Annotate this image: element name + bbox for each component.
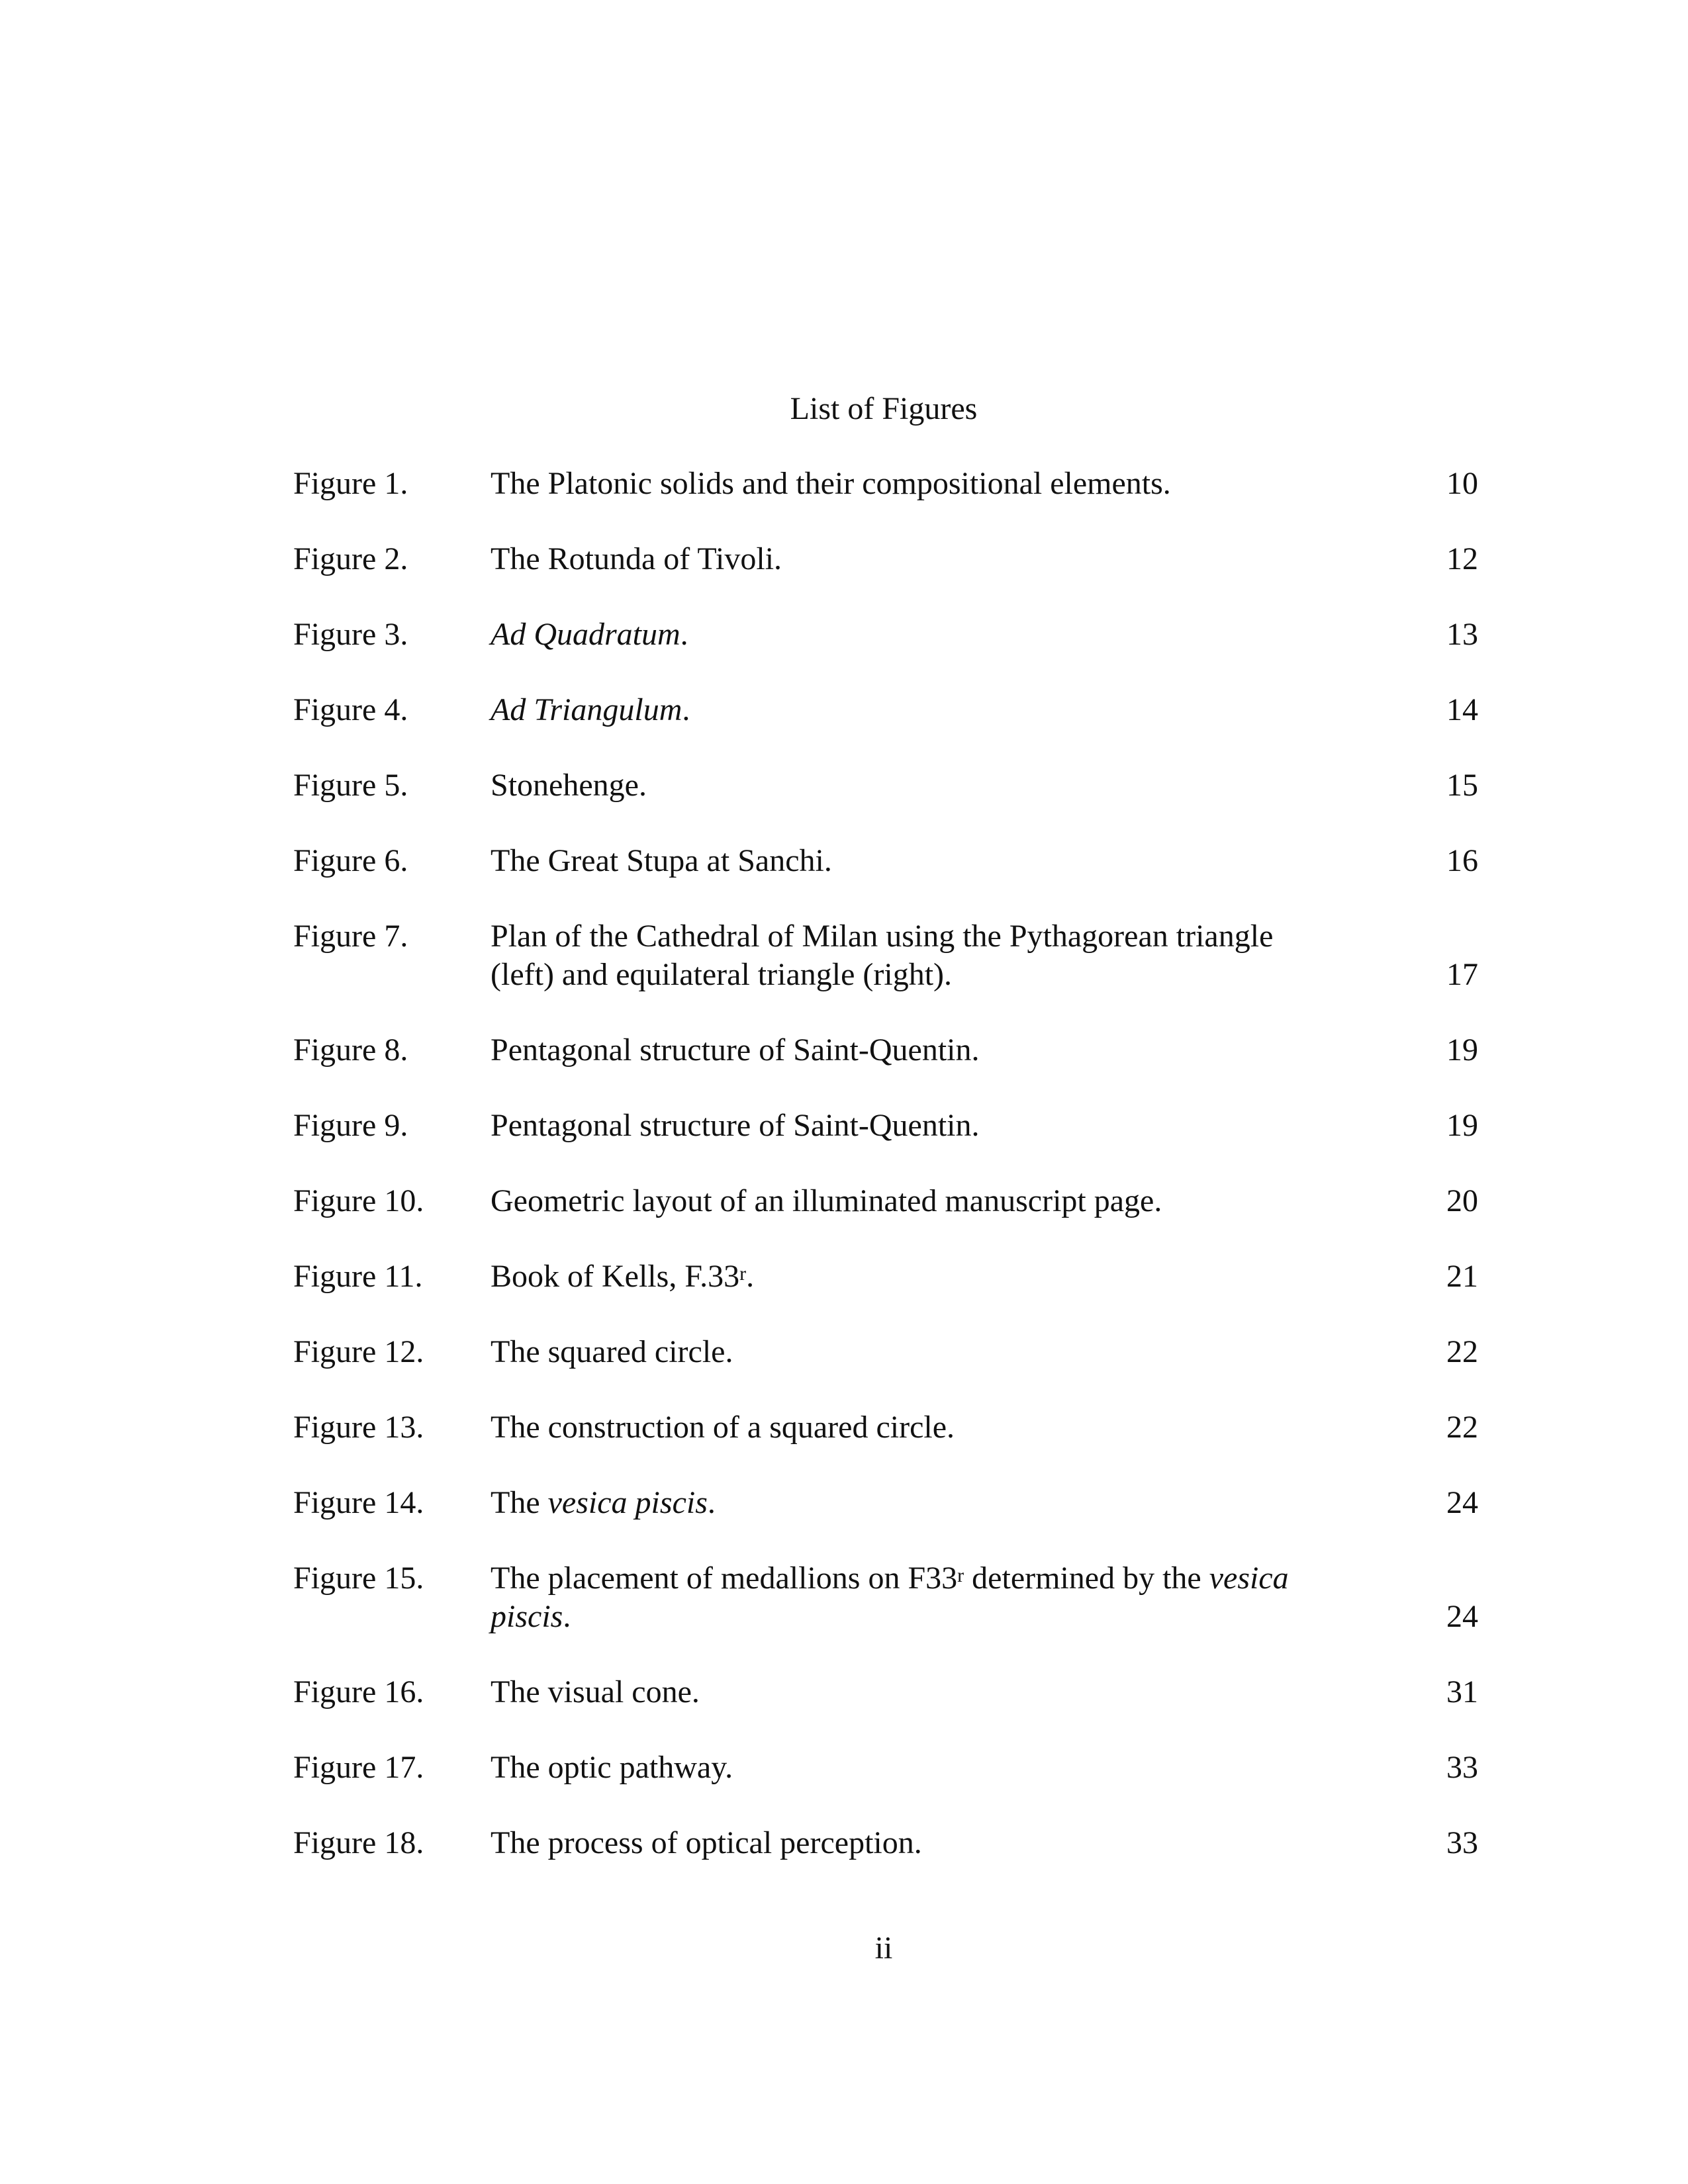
figure-title (491, 465, 1318, 503)
figure-title (491, 766, 1318, 805)
figure-label: Figure 16. (293, 1674, 424, 1709)
figure-entry (293, 1673, 1478, 1711)
figure-entry (293, 1408, 1478, 1447)
figure-label: Figure 17. (293, 1750, 424, 1785)
figure-title (491, 1107, 1318, 1145)
figure-title-text: The construction of a squared circle. (491, 1410, 955, 1445)
figure-title-text: Plan of the Cathedral of Milan using the Pythagorean triangle (left) and equilateral triangle (right). (491, 919, 1274, 992)
figure-label: Figure 14. (293, 1485, 424, 1520)
figure-page-number: 22 (1446, 1334, 1478, 1369)
figure-page-number: 14 (1446, 692, 1478, 727)
figure-entry (293, 766, 1478, 805)
figure-entry (293, 1107, 1478, 1145)
figure-title-text: Geometric layout of an illuminated manuscript page. (491, 1183, 1162, 1218)
figure-page-number: 10 (1446, 466, 1478, 501)
figure-title (491, 842, 1318, 880)
figure-label: Figure 10. (293, 1183, 424, 1218)
figure-entry (293, 1749, 1478, 1787)
figure-page-number: 13 (1446, 617, 1478, 652)
figure-title-superscript: r (739, 1263, 747, 1285)
figure-title-superscript: r (957, 1565, 964, 1586)
page-number: ii (874, 1931, 893, 1966)
figure-label: Figure 13. (293, 1410, 424, 1445)
figure-label: Figure 7. (293, 919, 408, 954)
figure-label: Figure 3. (293, 617, 408, 652)
figure-entry (293, 917, 1478, 994)
figure-title-text: The Platonic solids and their compositional elements. (491, 466, 1171, 501)
figure-title-text: The visual cone. (491, 1674, 700, 1709)
figure-title-text: The Great Stupa at Sanchi. (491, 843, 832, 878)
figure-title (491, 540, 1318, 578)
figure-page-number: 33 (1446, 1825, 1478, 1860)
figure-title (491, 1484, 1318, 1522)
figure-list (293, 465, 1478, 1899)
figure-page-number: 31 (1446, 1674, 1478, 1709)
figure-page-number: 15 (1446, 768, 1478, 803)
figure-title-text: Pentagonal structure of Saint-Quentin. (491, 1108, 980, 1143)
page-title: List of Figures (790, 391, 978, 426)
figure-title (491, 1182, 1318, 1220)
figure-title (491, 1257, 1318, 1296)
figure-label: Figure 6. (293, 843, 408, 878)
figure-entry (293, 465, 1478, 503)
figure-entry (293, 1559, 1478, 1636)
figure-title (491, 1673, 1318, 1711)
figure-page-number: 21 (1446, 1259, 1478, 1294)
figure-label: Figure 18. (293, 1825, 424, 1860)
figure-page-number: 24 (1446, 1485, 1478, 1520)
figure-title-text: . (680, 617, 688, 652)
figure-title-text: Pentagonal structure of Saint-Quentin. (491, 1032, 980, 1068)
figure-title (491, 615, 1318, 654)
figure-page-number: 33 (1446, 1750, 1478, 1785)
figure-title-text: The Rotunda of Tivoli. (491, 541, 782, 576)
figure-title-text: The optic pathway. (491, 1750, 733, 1785)
figure-entry (293, 1031, 1478, 1069)
figure-label: Figure 5. (293, 768, 408, 803)
figure-title-italic: vesica piscis (491, 1561, 1289, 1634)
figure-title-text: determined by the (964, 1561, 1209, 1596)
figure-title (491, 1031, 1318, 1069)
figure-entry (293, 1824, 1478, 1862)
figure-title (491, 917, 1318, 994)
figure-label: Figure 2. (293, 541, 408, 576)
figure-entry (293, 1484, 1478, 1522)
figure-title (491, 691, 1318, 729)
figure-label: Figure 9. (293, 1108, 408, 1143)
figure-page-number: 16 (1446, 843, 1478, 878)
figure-page-number: 19 (1446, 1032, 1478, 1068)
figure-title (491, 1408, 1318, 1447)
figure-label: Figure 1. (293, 466, 408, 501)
figure-entry (293, 615, 1478, 654)
figure-page-number: 12 (1446, 541, 1478, 576)
figure-entry (293, 540, 1478, 578)
figure-title (491, 1749, 1318, 1787)
figure-label: Figure 15. (293, 1561, 424, 1596)
figure-label: Figure 12. (293, 1334, 424, 1369)
figure-title-italic: vesica piscis (547, 1485, 708, 1520)
figure-title-text: . (707, 1485, 716, 1520)
figure-title-italic: Ad Triangulum (491, 692, 682, 727)
figure-title-text: Stonehenge. (491, 768, 647, 803)
figure-label: Figure 8. (293, 1032, 408, 1068)
figure-page-number: 20 (1446, 1183, 1478, 1218)
figure-entry (293, 1257, 1478, 1296)
figure-entry (293, 1182, 1478, 1220)
figure-title (491, 1333, 1318, 1371)
figure-title-text: . (746, 1259, 755, 1294)
figure-title-text: . (563, 1599, 571, 1634)
figure-entry (293, 842, 1478, 880)
figure-label: Figure 4. (293, 692, 408, 727)
figure-title (491, 1559, 1318, 1636)
figure-title-italic: Ad Quadratum (491, 617, 680, 652)
figure-entry (293, 691, 1478, 729)
figure-title-text: The process of optical perception. (491, 1825, 922, 1860)
figure-entry (293, 1333, 1478, 1371)
figure-title-text: . (682, 692, 690, 727)
figure-page-number: 24 (1446, 1599, 1478, 1634)
figure-label: Figure 11. (293, 1259, 423, 1294)
figure-page-number: 19 (1446, 1108, 1478, 1143)
figure-page-number: 22 (1446, 1410, 1478, 1445)
figure-title (491, 1824, 1318, 1862)
figure-title-text: The squared circle. (491, 1334, 733, 1369)
figure-title-text: The placement of medallions on F33 (491, 1561, 958, 1596)
figure-title-text: The (491, 1485, 548, 1520)
figure-title-text: Book of Kells, F.33 (491, 1259, 740, 1294)
figure-page-number: 17 (1446, 957, 1478, 992)
